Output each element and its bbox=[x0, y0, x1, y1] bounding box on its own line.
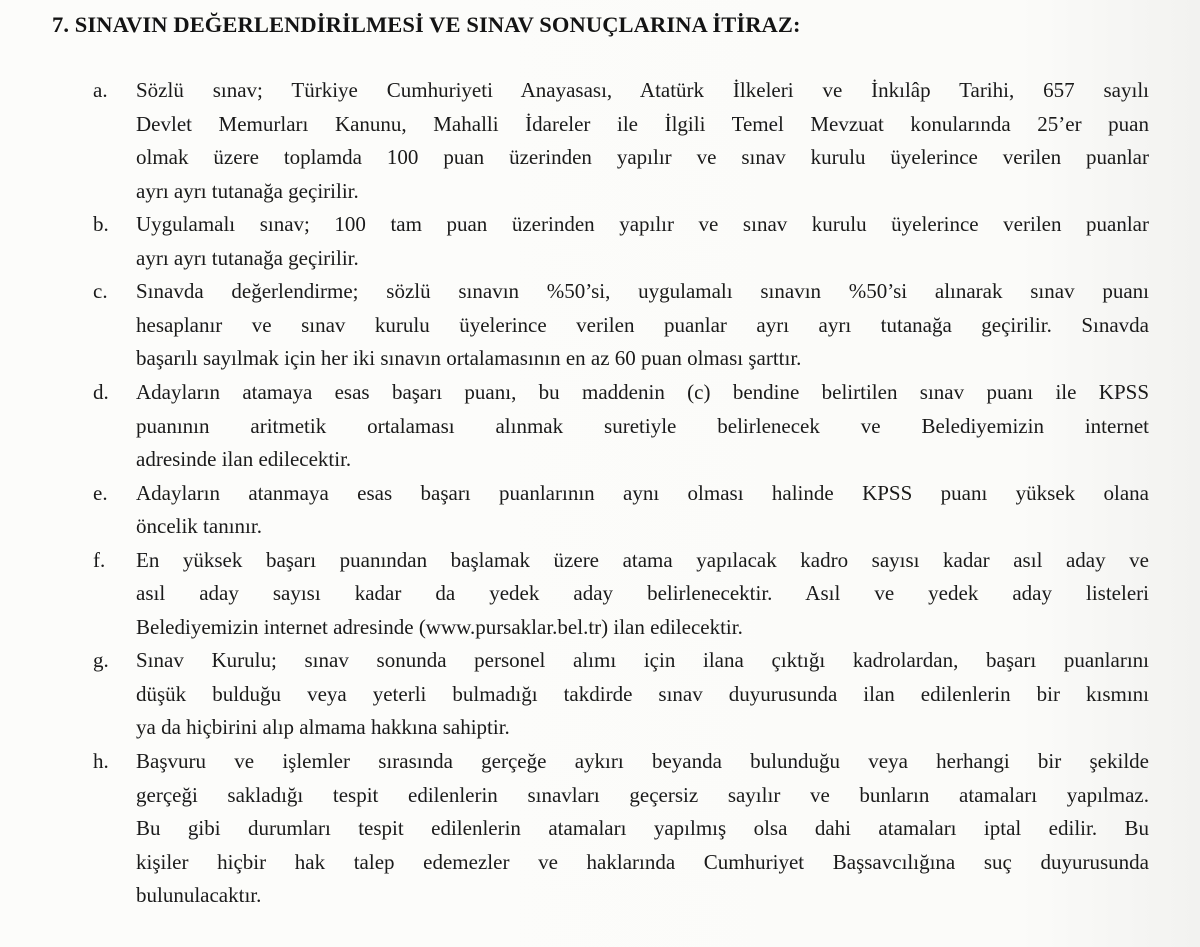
list-item-text-line: Sınav Kurulu; sınav sonunda personel alımı için ilana çıktığı kadrolardan, başarı puanlarını bbox=[136, 648, 1149, 673]
list-item-text-line: kişiler hiçbir hak talep edemezler ve haklarında Cumhuriyet Başsavcılığına suç duyurusunda bbox=[136, 849, 1149, 874]
list-item-text-line: hesaplanır ve sınav kurulu üyelerince verilen puanlar ayrı ayrı tutanağa geçirilir. Sınavda bbox=[136, 312, 1149, 337]
list-item-text-line: olmak üzere toplamda 100 puan üzerinden yapılır ve sınav kurulu üyelerince verilen puanlar bbox=[136, 145, 1149, 170]
list-item-text-line: düşük bulduğu veya yeterli bulmadığı takdirde sınav duyurusunda ilan edilenlerin bir kısmını bbox=[136, 681, 1149, 706]
list-item-marker: b. bbox=[93, 212, 109, 237]
list-item-text-line: ayrı ayrı tutanağa geçirilir. bbox=[136, 245, 359, 270]
list-item-text-line: adresinde ilan edilecektir. bbox=[136, 447, 352, 472]
list-item-text-line: başarılı sayılmak için her iki sınavın ortalamasının en az 60 puan olması şarttır. bbox=[136, 346, 802, 371]
list-item-text-line: puanının aritmetik ortalaması alınmak suretiyle belirlenecek ve Belediyemizin internet bbox=[136, 413, 1149, 438]
list-item-text-line: En yüksek başarı puanından başlamak üzere atama yapılacak kadro sayısı kadar asıl aday ve bbox=[136, 547, 1149, 572]
list-item-text-line: asıl aday sayısı kadar da yedek aday belirlenecektir. Asıl ve yedek aday listeleri bbox=[136, 581, 1149, 606]
list-item-text-line: ya da hiçbirini alıp almama hakkına sahiptir. bbox=[136, 715, 510, 740]
list-item-marker: c. bbox=[93, 279, 108, 304]
list-item-text-line: gerçeği sakladığı tespit edilenlerin sınavları geçersiz sayılır ve bunların atamaları yapılmaz. bbox=[136, 782, 1149, 807]
list-item-text-line: Devlet Memurları Kanunu, Mahalli İdareler ile İlgili Temel Mevzuat konularında 25’er puan bbox=[136, 111, 1149, 136]
list-item-marker: a. bbox=[93, 78, 108, 102]
list-item-text-line: Sınavda değerlendirme; sözlü sınavın %50’si, uygulamalı sınavın %50’si alınarak sınav puanı bbox=[136, 279, 1149, 304]
list-item-marker: h. bbox=[93, 749, 109, 773]
list-item-marker: d. bbox=[93, 379, 109, 404]
section-heading: 7. SINAVIN DEĞERLENDİRİLMESİ VE SINAV SONUÇLARINA İTİRAZ: bbox=[52, 12, 801, 37]
list-item-text-line: Bu gibi durumları tespit edilenlerin atamaları yapılmış olsa dahi atamaları iptal edilir. Bu bbox=[136, 816, 1149, 841]
list-item-text-line: öncelik tanınır. bbox=[136, 514, 262, 539]
list-item-text-line: ayrı ayrı tutanağa geçirilir. bbox=[136, 178, 359, 203]
list-item-text-line: bulunulacaktır. bbox=[136, 883, 262, 908]
list-item-marker: f. bbox=[93, 547, 106, 572]
list-item-text-line: Sözlü sınav; Türkiye Cumhuriyeti Anayasası, Atatürk İlkeleri ve İnkılâp Tarihi, 657 sayılı bbox=[136, 78, 1149, 102]
list-item-marker: g. bbox=[93, 648, 109, 673]
list-item-marker: e. bbox=[93, 480, 108, 505]
list-item-text-line: Uygulamalı sınav; 100 tam puan üzerinden yapılır ve sınav kurulu üyelerince verilen puanlar bbox=[136, 212, 1149, 237]
list-item-text-line: Adayların atanmaya esas başarı puanlarının aynı olması halinde KPSS puanı yüksek olana bbox=[136, 480, 1149, 505]
list-item-text-line: Belediyemizin internet adresinde (www.pursaklar.bel.tr) ilan edilecektir. bbox=[136, 614, 743, 639]
list-item-text-line: Adayların atamaya esas başarı puanı, bu maddenin (c) bendine belirtilen sınav puanı ile KPSS bbox=[136, 379, 1149, 404]
list-item-text-line: Başvuru ve işlemler sırasında gerçeğe aykırı beyanda bulunduğu veya herhangi bir şekilde bbox=[136, 749, 1149, 773]
